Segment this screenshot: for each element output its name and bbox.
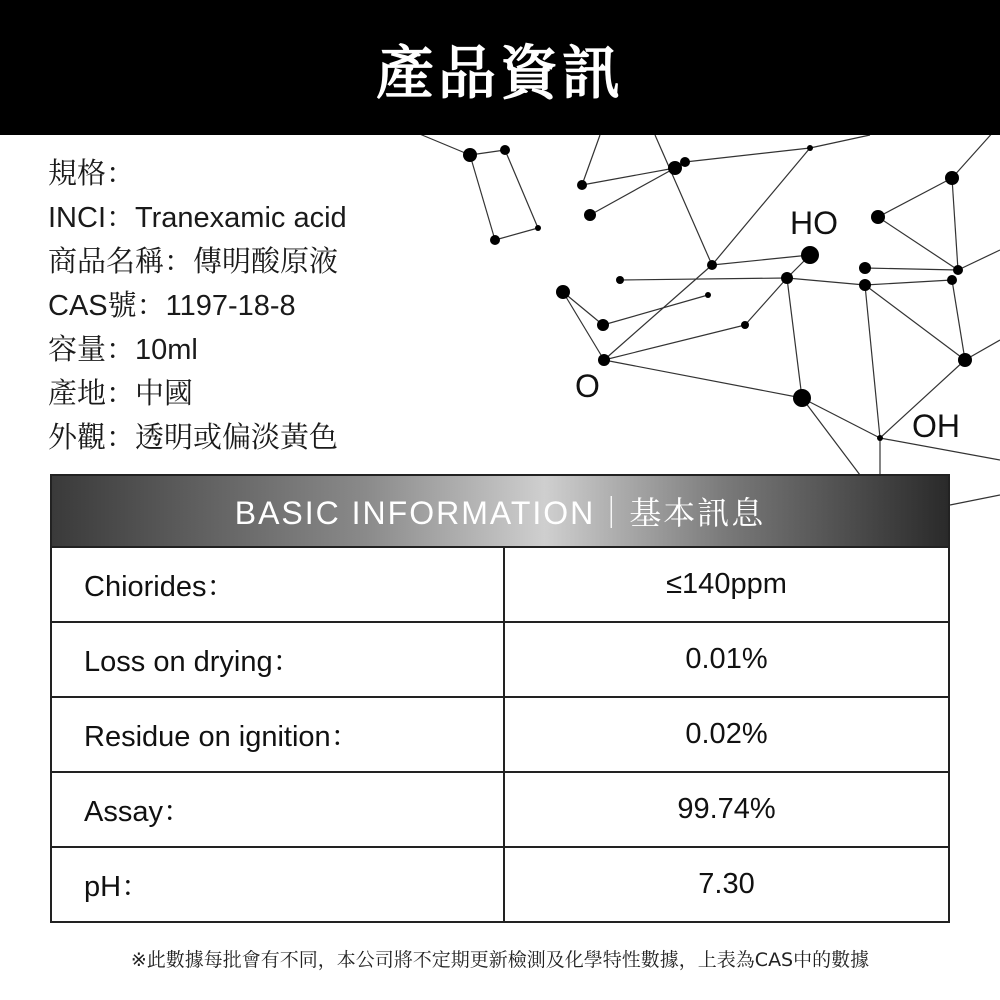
footnote: ※此數據每批會有不同，本公司將不定期更新檢測及化學特性數據，上表為CAS中的數據 [130,949,870,971]
table-row [52,621,948,696]
table-row [52,546,948,621]
row-label: Chiorides： [52,548,505,621]
molecule-network-graphic [400,120,1000,520]
spec-list [48,152,347,460]
molecule-label-oh: OH [912,408,960,444]
row-value: 0.02% [685,718,768,750]
table-row [52,846,948,921]
spec-origin: 產地：中國 [48,378,194,410]
table-row [52,696,948,771]
table-row [52,771,948,846]
spec-product-name: 商品名稱：傳明酸原液 [48,246,339,278]
row-label: pH： [52,848,505,921]
molecule-label-ho: HO [790,205,838,241]
row-value: 99.74% [677,793,776,825]
row-value: ≤140ppm [666,568,787,600]
basic-information-table [50,474,950,923]
molecule-label-o: O [575,368,600,404]
row-label: Residue on ignition： [52,698,505,771]
spec-heading: 規格： [48,158,136,190]
row-value: 0.01% [685,643,768,675]
row-label: Loss on drying： [52,623,505,696]
spec-appearance: 外觀：透明或偏淡黃色 [48,422,339,454]
table-heading: BASIC INFORMATION｜基本訊息 [52,476,948,546]
spec-volume: 容量：10ml [48,334,198,366]
page-title: 產品資訊 [375,38,624,107]
spec-cas: CAS號：1197-18-8 [48,290,296,322]
row-label: Assay： [52,773,505,846]
row-value: 7.30 [698,868,755,900]
spec-inci: INCI：Tranexamic acid [48,202,347,234]
page-title-banner [0,0,1000,135]
